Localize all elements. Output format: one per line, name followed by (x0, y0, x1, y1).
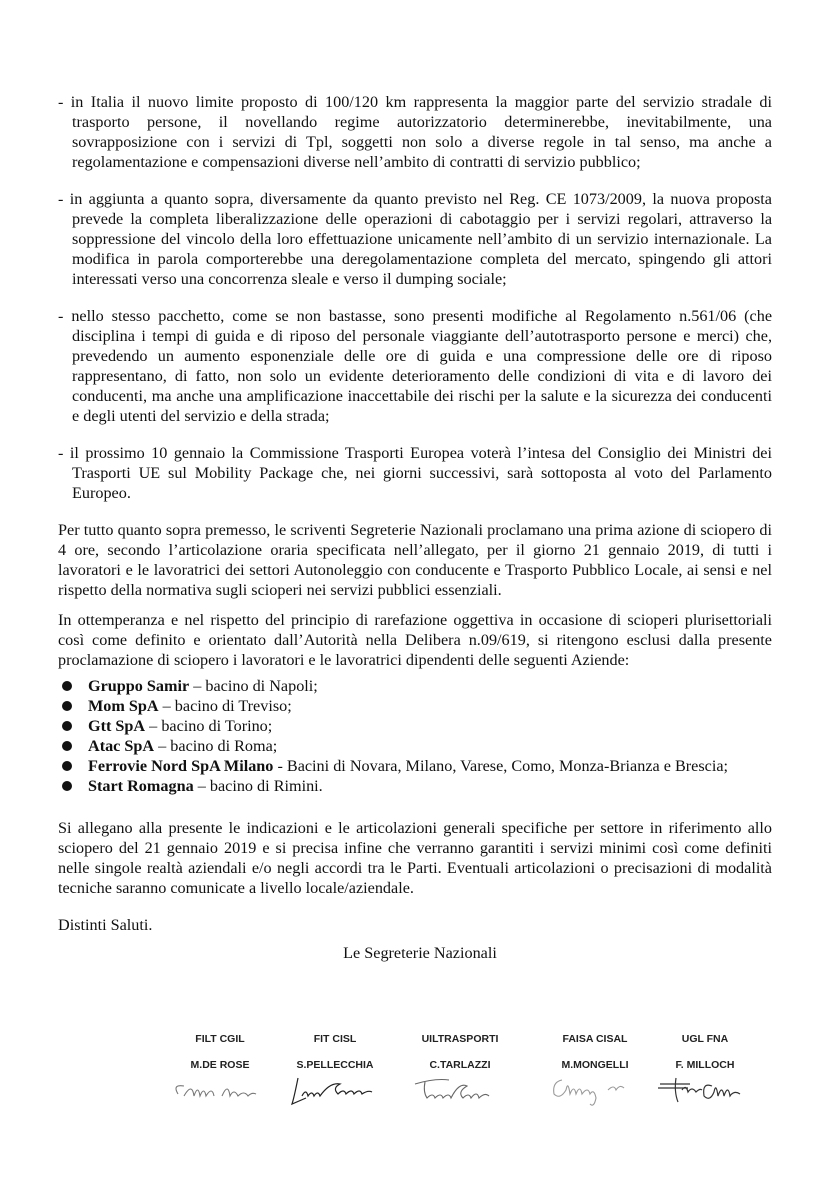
bullet-icon (62, 701, 72, 711)
bullet-icon (62, 721, 72, 731)
point-paragraph: - il prossimo 10 gennaio la Commissione Trasporti Europea voterà l’intesa del Consiglio dei Ministri dei Trasporti UE sul Mobility Package che, nei giorni successivi, sarà sottoposta al voto del Parlamento Europeo. (58, 444, 772, 502)
signatory (170, 1032, 270, 1106)
signatory-org: FAISA CISAL (562, 1033, 628, 1045)
signatory-org: UGL FNA (681, 1033, 729, 1045)
proclamation-paragraph: Per tutto quanto sopra premesso, le scriventi Segreterie Nazionali proclamano una prima azione di sciopero di 4 ore, secondo l’articolazione oraria specificata nell’allegato, per il giorno 21 gennaio 2019, di tutti i lavoratori e le lavoratrici dei settori Autonoleggio con conducente e Trasporto Pubblico Locale, ai sensi e nel rispetto della normativa sugli scioperi nei servizi pubblici essenziali. (58, 521, 772, 599)
list-item (58, 676, 772, 696)
signatory-org: UILTRASPORTI (421, 1033, 499, 1045)
signature-block (150, 1032, 770, 1132)
signatory-name: M.DE ROSE (190, 1059, 250, 1071)
letter-body (58, 92, 772, 963)
company-name: Atac SpA (88, 737, 155, 755)
closing: Distinti Saluti. (58, 916, 153, 934)
attachment-paragraph: Si allegano alla presente le indicazioni e le articolazioni generali specifiche per settore in riferimento allo sciopero del 21 gennaio 2019 e si precisa infine che verranno garantiti i servizi minimi così come definiti nelle singole realtà aziendali e/o negli accordi tra le Parti. Eventuali articolazioni o precisazioni di modalità tecniche saranno comunicate a livello locale/aziendale. (58, 819, 772, 897)
company-name: Gtt SpA (88, 717, 146, 735)
point-paragraph: - in aggiunta a quanto sopra, diversamente da quanto previsto nel Reg. CE 1073/2009, la nuova proposta prevede la completa liberalizzazione delle operazioni di cabotaggio per i servizi regolari, attraverso la soppressione del vincolo della loro effettuazione unicamente nell’ambito di un servizio internazionale. La modifica in parola comporterebbe una deregolamentazione completa del mercato, spingendo gli attori interessati verso una concorrenza sleale e verso il dumping sociale; (58, 190, 772, 288)
company-detail: – bacino di Napoli; (189, 677, 318, 695)
signatory (280, 1032, 390, 1106)
company-name: Ferrovie Nord SpA Milano (88, 757, 274, 775)
signatory-org: FILT CGIL (195, 1033, 245, 1045)
company-list (58, 676, 772, 796)
signatory-name: S.PELLECCHIA (296, 1059, 374, 1071)
signatory-name: C.TARLAZZI (429, 1059, 491, 1071)
list-item (58, 696, 772, 716)
bullet-icon (62, 741, 72, 751)
signoff: Le Segreterie Nazionali (343, 944, 497, 962)
signature-image (650, 1076, 760, 1106)
signatory (650, 1032, 760, 1106)
company-detail: – bacino di Rimini. (193, 777, 323, 795)
signature-image (540, 1076, 650, 1106)
list-item (58, 776, 772, 796)
company-detail: – bacino di Roma; (154, 737, 278, 755)
signature-image (280, 1076, 390, 1106)
list-item (58, 736, 772, 756)
exclusion-paragraph: In ottemperanza e nel rispetto del principio di rarefazione oggettiva in occasione di scioperi plurisettoriali così come definito e orientato dall’Autorità nella Delibera n.09/619, si ritengono esclusi dalla presente proclamazione di sciopero i lavoratori e le lavoratrici dipendenti delle seguenti Aziende: (58, 611, 772, 669)
point-paragraph: - in Italia il nuovo limite proposto di 100/120 km rappresenta la maggior parte del servizio stradale di trasporto persone, il novellando regime autorizzatorio determinerebbe, inevitabilmente, una sovrapposizione con i servizi di Tpl, soggetti non solo a diverse regole in tal senso, ma anche a regolamentazione e compensazioni diverse nell’ambito di contratti di servizio pubblico; (58, 93, 772, 171)
list-item (58, 716, 772, 736)
bullet-icon (62, 681, 72, 691)
list-item (58, 756, 772, 776)
company-detail: – bacino di Torino; (145, 717, 273, 735)
company-detail: – bacino di Treviso; (158, 697, 292, 715)
company-name: Start Romagna (88, 777, 194, 795)
signatory (540, 1032, 650, 1106)
bullet-icon (62, 761, 72, 771)
bullet-icon (62, 781, 72, 791)
signatory-name: F. MILLOCH (675, 1059, 735, 1071)
company-name: Mom SpA (88, 697, 159, 715)
signature-image (405, 1076, 515, 1106)
company-name: Gruppo Samir (88, 677, 190, 695)
point-paragraph: - nello stesso pacchetto, come se non bastasse, sono presenti modifiche al Regolamento n.561/06 (che disciplina i tempi di guida e di riposo del personale viaggiante dell’autotrasporto persone e merci) che, prevedendo un aumento esponenziale delle ore di guida e una compressione delle ore di riposo rappresentano, di fatto, non solo un evidente deterioramento delle condizioni di vita e di lavoro dei conducenti, ma anche una amplificazione inaccettabile dei rischi per la salute e la sicurezza dei conducenti e degli utenti del servizio e della strada; (58, 307, 772, 425)
signatory-name: M.MONGELLI (561, 1059, 629, 1071)
company-detail: - Bacini di Novara, Milano, Varese, Como, Monza-Brianza e Brescia; (273, 757, 729, 775)
signatory-org: FIT CISL (313, 1033, 357, 1045)
signatory (405, 1032, 515, 1106)
signature-image (170, 1076, 270, 1106)
